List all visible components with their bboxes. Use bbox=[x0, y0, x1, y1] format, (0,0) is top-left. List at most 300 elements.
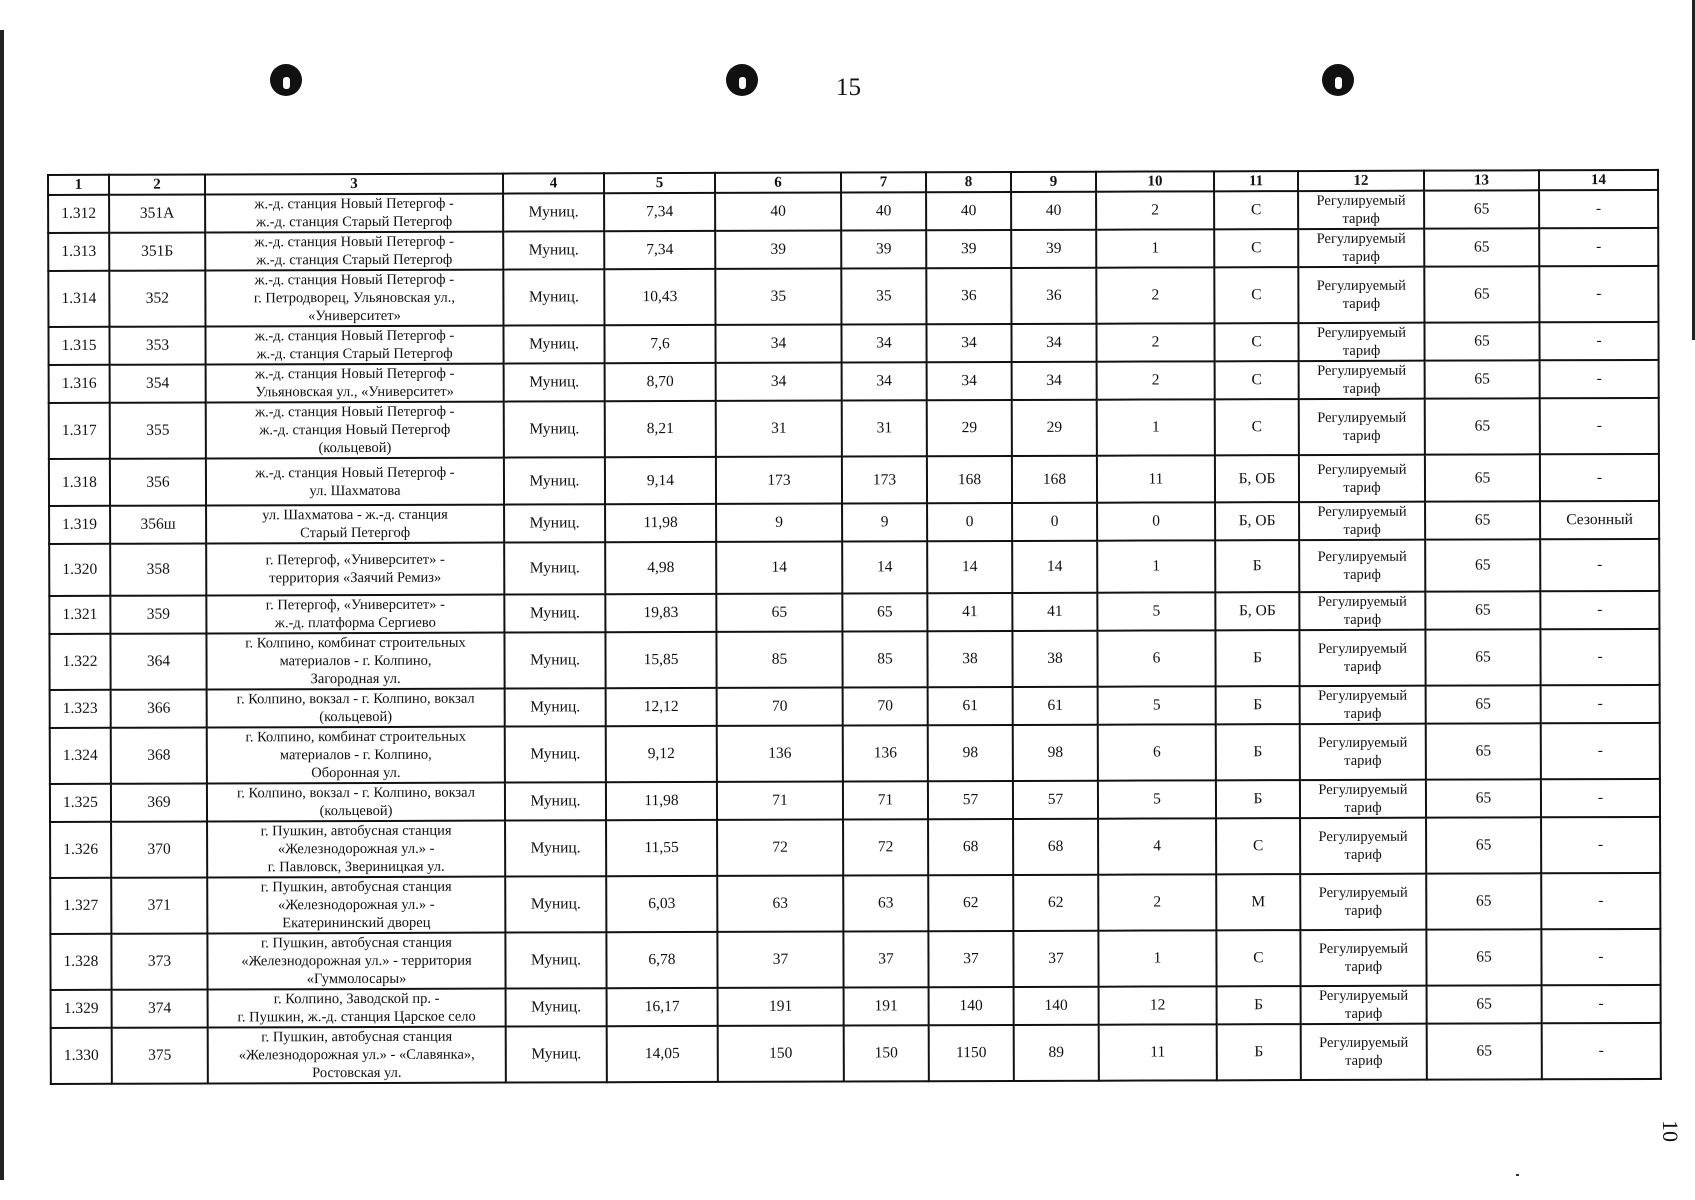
col-7-cell: 70 bbox=[843, 687, 928, 725]
tariff-cell-line: Регулируемый bbox=[1317, 503, 1407, 521]
tariff-cell-line: Регулируемый bbox=[1319, 987, 1409, 1005]
col-13-cell: 65 bbox=[1426, 685, 1541, 723]
tariff-cell bbox=[1299, 399, 1425, 455]
route-number-cell: 351Б bbox=[109, 233, 205, 271]
row-number-cell: 1.322 bbox=[49, 634, 110, 690]
col-header-9: 9 bbox=[1011, 172, 1096, 192]
route-type-cell: Муниц. bbox=[503, 231, 604, 269]
tariff-cell-line: Регулируемый bbox=[1318, 781, 1408, 799]
tariff-cell bbox=[1299, 540, 1425, 592]
col-10-cell: 1 bbox=[1096, 229, 1214, 267]
col-7-cell: 39 bbox=[841, 230, 926, 268]
tariff-cell-line: Регулируемый bbox=[1318, 687, 1408, 705]
col-13-cell: 65 bbox=[1425, 539, 1540, 591]
col-13-cell: 65 bbox=[1425, 360, 1540, 398]
tariff-cell-line: Регулируемый bbox=[1317, 409, 1407, 427]
col-8-cell: 168 bbox=[927, 456, 1012, 503]
col-6-cell: 14 bbox=[716, 542, 842, 594]
side-stamp-number: 10 bbox=[1658, 1120, 1683, 1142]
tariff-cell-line: Регулируемый bbox=[1316, 230, 1406, 248]
col-10-cell: 5 bbox=[1098, 686, 1216, 724]
vehicle-class-cell: М bbox=[1216, 874, 1300, 930]
tariff-cell-line: тариф bbox=[1344, 1005, 1383, 1022]
route-description-cell bbox=[207, 877, 505, 934]
route-description-cell-line: «Железнодорожная ул.» - «Славянка», bbox=[238, 1046, 475, 1064]
table-row bbox=[49, 591, 1659, 634]
row-number-cell: 1.315 bbox=[48, 327, 109, 365]
tariff-cell-line: тариф bbox=[1343, 479, 1381, 496]
route-description-cell bbox=[206, 458, 504, 506]
tariff-cell-line: тариф bbox=[1344, 846, 1382, 863]
route-length-cell: 7,6 bbox=[604, 325, 715, 363]
col-header-13: 13 bbox=[1424, 170, 1539, 190]
vehicle-class-cell: Б, ОБ bbox=[1215, 592, 1299, 630]
vehicle-class-cell: Б bbox=[1216, 724, 1300, 780]
col-10-cell: 1 bbox=[1098, 930, 1216, 986]
route-description-cell-line: Старый Петергоф bbox=[300, 524, 411, 542]
route-number-cell: 369 bbox=[111, 784, 207, 822]
col-9-cell: 168 bbox=[1012, 456, 1097, 503]
table-row bbox=[50, 873, 1660, 934]
route-length-cell: 12,12 bbox=[606, 688, 717, 726]
col-13-cell: 65 bbox=[1424, 266, 1539, 322]
col-14-cell: - bbox=[1541, 873, 1660, 929]
col-6-cell: 191 bbox=[718, 988, 844, 1026]
route-number-cell: 358 bbox=[110, 544, 206, 596]
col-6-cell: 35 bbox=[715, 269, 841, 325]
tariff-cell-line: тариф bbox=[1343, 427, 1381, 444]
route-type-cell: Муниц. bbox=[503, 325, 604, 363]
col-9-cell: 34 bbox=[1012, 362, 1097, 400]
route-type-cell: Муниц. bbox=[505, 782, 606, 820]
punch-hole-right bbox=[1322, 64, 1354, 96]
col-14-cell: - bbox=[1540, 629, 1659, 685]
route-description-cell bbox=[206, 543, 504, 596]
tariff-cell-line: Регулируемый bbox=[1318, 734, 1408, 752]
tariff-cell-line: тариф bbox=[1342, 210, 1380, 227]
route-description-cell-line: г. Пушкин, автобусная станция bbox=[260, 878, 452, 896]
route-description-cell-line: «Железнодорожная ул.» - территория bbox=[241, 952, 472, 970]
route-description-cell bbox=[207, 933, 505, 990]
col-9-cell: 41 bbox=[1012, 593, 1097, 631]
route-length-cell: 11,98 bbox=[606, 782, 717, 820]
table-row bbox=[48, 266, 1658, 327]
col-9-cell: 36 bbox=[1011, 268, 1096, 324]
route-description-cell-line: «Университет» bbox=[308, 307, 401, 325]
vehicle-class-cell: Б bbox=[1217, 986, 1301, 1024]
col-14-cell: - bbox=[1540, 360, 1659, 398]
route-length-cell: 9,12 bbox=[606, 726, 717, 782]
table-row bbox=[49, 454, 1659, 506]
route-number-cell: 371 bbox=[111, 878, 207, 934]
table-row bbox=[50, 929, 1660, 990]
tariff-cell bbox=[1301, 986, 1427, 1024]
table-row bbox=[49, 539, 1659, 596]
col-8-cell: 34 bbox=[926, 324, 1011, 362]
vehicle-class-cell: Б, ОБ bbox=[1215, 455, 1299, 502]
route-description-cell-line: ж.-д. станция Новый Петергоф - bbox=[255, 403, 455, 421]
col-header-11: 11 bbox=[1214, 171, 1298, 191]
col-6-cell: 63 bbox=[717, 876, 843, 932]
table-row bbox=[48, 190, 1658, 233]
col-8-cell: 40 bbox=[926, 192, 1011, 230]
row-number-cell: 1.321 bbox=[49, 596, 110, 634]
route-description-cell-line: (кольцевой) bbox=[319, 708, 393, 726]
route-description-cell bbox=[206, 633, 504, 690]
route-description-cell-line: Ростовская ул. bbox=[312, 1064, 402, 1082]
col-10-cell: 2 bbox=[1097, 361, 1215, 399]
tariff-cell bbox=[1301, 1024, 1427, 1080]
route-description-cell-line: (кольцевой) bbox=[319, 802, 393, 820]
col-6-cell: 40 bbox=[715, 193, 841, 231]
col-13-cell: 65 bbox=[1424, 190, 1539, 228]
page-number: 15 bbox=[836, 74, 861, 101]
table-row bbox=[50, 685, 1660, 728]
col-9-cell: 0 bbox=[1012, 503, 1097, 541]
table-row bbox=[50, 817, 1660, 878]
row-number-cell: 1.319 bbox=[49, 506, 110, 544]
route-description-cell bbox=[206, 364, 504, 403]
route-description-cell bbox=[206, 402, 504, 459]
route-type-cell: Муниц. bbox=[504, 504, 605, 542]
route-description-cell-line: г. Пушкин, автобусная станция bbox=[260, 822, 452, 840]
table-row bbox=[49, 629, 1659, 690]
tariff-cell-line: тариф bbox=[1344, 958, 1383, 975]
tariff-cell bbox=[1299, 502, 1425, 540]
table-row bbox=[51, 1023, 1661, 1084]
route-description-cell bbox=[206, 505, 504, 544]
col-8-cell: 36 bbox=[926, 268, 1011, 324]
route-length-cell: 7,34 bbox=[604, 231, 715, 269]
vehicle-class-cell: С bbox=[1215, 399, 1299, 455]
route-description-cell bbox=[205, 326, 503, 365]
route-description-cell-line: ж.-д. станция Новый Петергоф - bbox=[254, 327, 455, 345]
col-6-cell: 37 bbox=[717, 932, 843, 988]
table-row bbox=[50, 779, 1660, 822]
col-6-cell: 65 bbox=[716, 594, 842, 632]
tariff-cell bbox=[1298, 323, 1424, 361]
route-length-cell: 4,98 bbox=[605, 542, 716, 594]
col-10-cell: 2 bbox=[1098, 874, 1216, 930]
col-14-cell: - bbox=[1539, 228, 1658, 266]
col-7-cell: 35 bbox=[841, 268, 926, 324]
route-description-cell-line: ж.-д. станция Новый Петергоф - bbox=[254, 271, 455, 289]
vehicle-class-cell: С bbox=[1214, 323, 1298, 361]
route-description-cell bbox=[205, 270, 503, 327]
route-length-cell: 6,78 bbox=[606, 932, 717, 988]
tariff-cell bbox=[1300, 818, 1426, 874]
route-number-cell: 356ш bbox=[110, 506, 206, 544]
col-header-4: 4 bbox=[503, 173, 604, 193]
col-13-cell: 65 bbox=[1426, 929, 1541, 985]
route-type-cell: Муниц. bbox=[506, 988, 607, 1026]
row-number-cell: 1.313 bbox=[48, 233, 109, 271]
route-length-cell: 11,98 bbox=[605, 504, 716, 542]
col-14-cell: - bbox=[1539, 322, 1658, 360]
row-number-cell: 1.318 bbox=[49, 459, 110, 506]
col-8-cell: 38 bbox=[927, 631, 1012, 687]
col-8-cell: 140 bbox=[929, 987, 1014, 1025]
col-14-cell: - bbox=[1540, 591, 1659, 629]
route-description-cell-line: ж.-д. станция Новый Петергоф - bbox=[255, 464, 455, 481]
col-10-cell: 1 bbox=[1097, 540, 1215, 592]
route-type-cell: Муниц. bbox=[504, 594, 605, 632]
col-9-cell: 140 bbox=[1014, 987, 1099, 1025]
col-14-cell: - bbox=[1541, 779, 1660, 817]
col-header-8: 8 bbox=[926, 172, 1011, 192]
col-10-cell: 4 bbox=[1098, 818, 1216, 874]
col-13-cell: 65 bbox=[1425, 501, 1540, 539]
row-number-cell: 1.320 bbox=[49, 544, 110, 596]
tariff-cell bbox=[1300, 724, 1426, 780]
col-9-cell: 39 bbox=[1011, 230, 1096, 268]
col-10-cell: 5 bbox=[1098, 780, 1216, 818]
col-8-cell: 37 bbox=[928, 931, 1013, 987]
tariff-cell bbox=[1298, 229, 1424, 267]
route-description-cell-line: г. Пушкин, ж.-д. станция Царское село bbox=[237, 1008, 476, 1026]
col-8-cell: 1150 bbox=[929, 1025, 1014, 1081]
tariff-cell-line: тариф bbox=[1342, 248, 1380, 265]
table-row bbox=[49, 398, 1659, 459]
route-type-cell: Муниц. bbox=[506, 1026, 607, 1082]
route-description-cell-line: г. Колпино, комбинат строительных bbox=[245, 634, 466, 652]
col-7-cell: 37 bbox=[843, 931, 928, 987]
route-length-cell: 15,85 bbox=[605, 632, 716, 688]
col-7-cell: 136 bbox=[843, 725, 928, 781]
route-type-cell: Муниц. bbox=[505, 876, 606, 932]
tariff-cell-line: Регулируемый bbox=[1318, 940, 1409, 958]
vehicle-class-cell: С bbox=[1216, 818, 1300, 874]
route-type-cell: Муниц. bbox=[504, 363, 605, 401]
route-length-cell: 10,43 bbox=[604, 269, 715, 325]
scan-left-edge bbox=[0, 30, 4, 1180]
tariff-cell-line: Регулируемый bbox=[1317, 461, 1407, 478]
route-length-cell: 7,34 bbox=[604, 193, 715, 231]
col-10-cell: 6 bbox=[1098, 724, 1216, 780]
row-number-cell: 1.312 bbox=[48, 195, 109, 233]
route-number-cell: 366 bbox=[111, 690, 207, 728]
route-number-cell: 351А bbox=[109, 195, 205, 233]
route-number-cell: 370 bbox=[111, 822, 207, 878]
col-7-cell: 40 bbox=[841, 192, 926, 230]
scan-speck bbox=[1516, 1174, 1519, 1176]
table-row bbox=[48, 322, 1658, 365]
col-8-cell: 68 bbox=[928, 819, 1013, 875]
col-10-cell: 11 bbox=[1099, 1024, 1217, 1080]
col-header-5: 5 bbox=[604, 173, 715, 193]
col-6-cell: 34 bbox=[716, 363, 842, 401]
route-description-cell-line: г. Колпино, вокзал - г. Колпино, вокзал bbox=[236, 784, 475, 802]
vehicle-class-cell: Б bbox=[1216, 780, 1300, 818]
tariff-cell-line: Регулируемый bbox=[1318, 884, 1408, 902]
col-9-cell: 29 bbox=[1012, 400, 1097, 456]
tariff-cell-line: тариф bbox=[1344, 752, 1382, 769]
route-length-cell: 8,21 bbox=[605, 401, 716, 457]
route-description-cell-line: ул. Шахматова bbox=[309, 482, 401, 499]
col-9-cell: 98 bbox=[1013, 725, 1098, 781]
col-6-cell: 34 bbox=[715, 325, 841, 363]
table-row bbox=[49, 360, 1659, 403]
route-type-cell: Муниц. bbox=[505, 688, 606, 726]
tariff-cell-line: Регулируемый bbox=[1317, 362, 1407, 380]
row-number-cell: 1.323 bbox=[50, 690, 111, 728]
col-9-cell: 68 bbox=[1013, 819, 1098, 875]
route-description-cell-line: (кольцевой) bbox=[318, 439, 392, 457]
col-10-cell: 2 bbox=[1096, 191, 1214, 229]
row-number-cell: 1.325 bbox=[50, 784, 111, 822]
col-8-cell: 0 bbox=[927, 503, 1012, 541]
route-description-cell-line: г. Колпино, вокзал - г. Колпино, вокзал bbox=[236, 690, 475, 708]
route-description-cell-line: ж.-д. станция Новый Петергоф - bbox=[254, 195, 454, 213]
col-7-cell: 9 bbox=[842, 503, 927, 541]
tariff-cell-line: Регулируемый bbox=[1317, 640, 1408, 658]
col-7-cell: 14 bbox=[842, 541, 927, 593]
col-14-cell: - bbox=[1541, 723, 1660, 779]
route-number-cell: 364 bbox=[110, 634, 206, 690]
col-7-cell: 71 bbox=[843, 781, 928, 819]
col-14-cell: - bbox=[1540, 398, 1659, 454]
route-description-cell-line: ж.-д. станция Новый Петергоф bbox=[259, 421, 451, 439]
tariff-cell bbox=[1299, 361, 1425, 399]
col-14-cell: - bbox=[1541, 929, 1660, 985]
route-description-cell-line: материалов - г. Колпино, bbox=[279, 652, 432, 670]
route-description-cell-line: ул. Шахматова - ж.-д. станция bbox=[262, 506, 448, 524]
tariff-cell-line: тариф bbox=[1343, 566, 1381, 583]
col-9-cell: 62 bbox=[1013, 875, 1098, 931]
col-8-cell: 39 bbox=[926, 230, 1011, 268]
col-14-cell: - bbox=[1539, 266, 1658, 322]
route-description-cell-line: Оборонная ул. bbox=[311, 764, 401, 782]
route-description-cell-line: «Гуммолосары» bbox=[306, 970, 407, 988]
tariff-cell-line: тариф bbox=[1344, 799, 1382, 816]
route-description-cell bbox=[208, 989, 506, 1028]
col-7-cell: 31 bbox=[842, 400, 927, 456]
route-description-cell bbox=[207, 689, 505, 728]
route-description-cell-line: г. Петергоф, «Университет» - bbox=[265, 596, 445, 614]
col-14-cell: - bbox=[1542, 985, 1661, 1023]
col-13-cell: 65 bbox=[1424, 228, 1539, 266]
row-number-cell: 1.324 bbox=[50, 728, 111, 784]
route-description-cell-line: ж.-д. станция Старый Петергоф bbox=[256, 251, 453, 269]
vehicle-class-cell: С bbox=[1214, 267, 1298, 323]
tariff-cell-line: тариф bbox=[1343, 611, 1382, 628]
col-13-cell: 65 bbox=[1424, 322, 1539, 360]
col-header-2: 2 bbox=[109, 175, 205, 195]
route-description-cell-line: ж.-д. станция Новый Петергоф - bbox=[254, 233, 454, 251]
route-number-cell: 356 bbox=[110, 459, 206, 506]
col-6-cell: 85 bbox=[716, 632, 842, 688]
route-length-cell: 16,17 bbox=[607, 988, 718, 1026]
col-13-cell: 65 bbox=[1426, 723, 1541, 779]
col-header-6: 6 bbox=[715, 173, 841, 193]
route-type-cell: Муниц. bbox=[504, 457, 605, 504]
route-type-cell: Муниц. bbox=[504, 632, 605, 688]
col-13-cell: 65 bbox=[1427, 1023, 1542, 1079]
vehicle-class-cell: Б bbox=[1217, 1024, 1301, 1080]
route-description-cell-line: «Железнодорожная ул.» - bbox=[277, 840, 435, 858]
col-14-cell: - bbox=[1539, 190, 1658, 228]
col-7-cell: 34 bbox=[842, 362, 927, 400]
col-6-cell: 39 bbox=[715, 231, 841, 269]
col-8-cell: 57 bbox=[928, 781, 1013, 819]
row-number-cell: 1.329 bbox=[51, 990, 112, 1028]
col-10-cell: 6 bbox=[1097, 630, 1215, 686]
route-type-cell: Муниц. bbox=[505, 726, 606, 782]
col-14-cell: - bbox=[1541, 817, 1660, 873]
route-description-cell bbox=[205, 194, 503, 233]
route-description-cell-line: материалов - г. Колпино, bbox=[279, 746, 432, 764]
tariff-cell bbox=[1298, 267, 1424, 323]
col-13-cell: 65 bbox=[1426, 817, 1541, 873]
row-number-cell: 1.317 bbox=[49, 403, 110, 459]
col-9-cell: 34 bbox=[1011, 324, 1096, 362]
tariff-cell bbox=[1300, 686, 1426, 724]
route-description-cell-line: «Железнодорожная ул.» - bbox=[277, 896, 435, 914]
row-number-cell: 1.316 bbox=[49, 365, 110, 403]
col-10-cell: 2 bbox=[1096, 323, 1214, 361]
col-13-cell: 65 bbox=[1425, 629, 1540, 685]
col-10-cell: 1 bbox=[1097, 399, 1215, 455]
tariff-cell bbox=[1298, 191, 1424, 229]
tariff-cell-line: Регулируемый bbox=[1316, 277, 1406, 295]
col-14-cell: - bbox=[1540, 454, 1659, 501]
col-8-cell: 98 bbox=[928, 725, 1013, 781]
vehicle-class-cell: Б bbox=[1215, 540, 1299, 592]
col-10-cell: 0 bbox=[1097, 502, 1215, 540]
route-length-cell: 9,14 bbox=[605, 457, 716, 504]
col-6-cell: 9 bbox=[716, 504, 842, 542]
vehicle-class-cell: С bbox=[1214, 229, 1298, 267]
punch-hole-center bbox=[726, 64, 758, 96]
route-description-cell-line: ж.-д. платформа Сергиево bbox=[274, 614, 436, 632]
col-13-cell: 65 bbox=[1425, 398, 1540, 454]
col-7-cell: 34 bbox=[841, 324, 926, 362]
tariff-cell-line: тариф bbox=[1343, 521, 1381, 538]
tariff-cell bbox=[1299, 592, 1425, 630]
route-description-cell-line: ж.-д. станция Старый Петергоф bbox=[256, 345, 453, 363]
tariff-cell bbox=[1299, 630, 1425, 686]
route-description-cell-line: г. Пушкин, автобусная станция bbox=[260, 934, 452, 952]
col-13-cell: 65 bbox=[1425, 454, 1540, 501]
route-type-cell: Муниц. bbox=[505, 820, 606, 876]
col-8-cell: 61 bbox=[928, 687, 1013, 725]
col-9-cell: 40 bbox=[1011, 192, 1096, 230]
col-10-cell: 2 bbox=[1096, 267, 1214, 323]
tariff-cell-line: Регулируемый bbox=[1317, 548, 1407, 566]
tariff-cell-line: тариф bbox=[1344, 902, 1383, 919]
tariff-cell bbox=[1300, 780, 1426, 818]
col-6-cell: 173 bbox=[716, 457, 842, 504]
tariff-cell-line: тариф bbox=[1343, 705, 1382, 722]
col-6-cell: 150 bbox=[718, 1026, 844, 1082]
col-13-cell: 65 bbox=[1425, 591, 1540, 629]
route-description-cell-line: г. Колпино, Заводской пр. - bbox=[273, 990, 440, 1008]
col-7-cell: 150 bbox=[844, 1025, 929, 1081]
col-7-cell: 72 bbox=[843, 819, 928, 875]
col-header-3: 3 bbox=[205, 174, 503, 195]
col-8-cell: 29 bbox=[927, 400, 1012, 456]
route-description-cell-line: Загородная ул. bbox=[310, 670, 401, 688]
col-9-cell: 89 bbox=[1014, 1025, 1099, 1081]
table-body bbox=[48, 190, 1661, 1084]
col-6-cell: 31 bbox=[716, 401, 842, 457]
col-13-cell: 65 bbox=[1427, 985, 1542, 1023]
col-8-cell: 62 bbox=[928, 875, 1013, 931]
tariff-cell bbox=[1300, 874, 1426, 930]
col-header-10: 10 bbox=[1096, 171, 1214, 191]
row-number-cell: 1.327 bbox=[50, 878, 111, 934]
col-14-cell: Сезонный bbox=[1540, 501, 1659, 539]
